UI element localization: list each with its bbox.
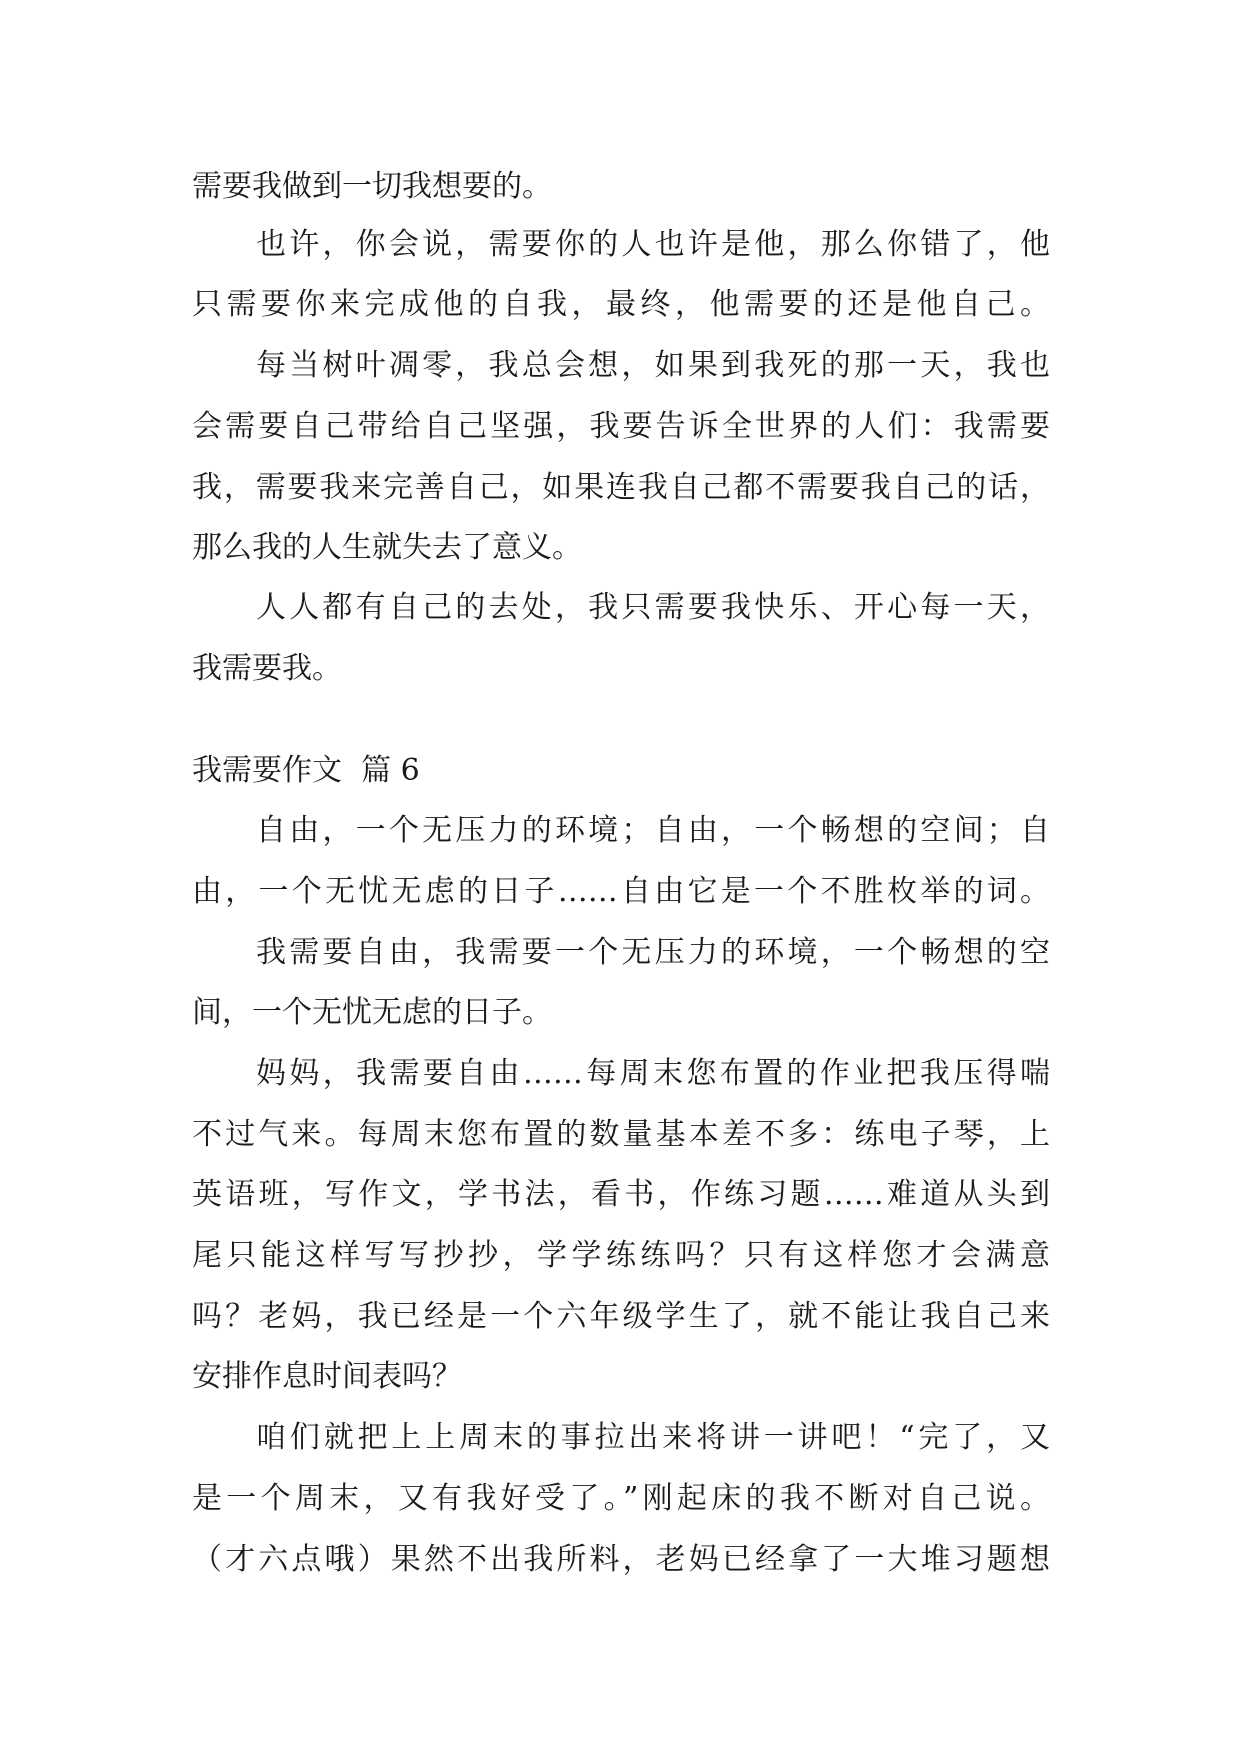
body-text-line: 由，一个无忧无虑的日子……自由它是一个不胜枚举的词。 xyxy=(192,874,1050,909)
paragraph-first-line: 人人都有自己的去处，我只需要我快乐、开心每一天， xyxy=(256,590,1050,625)
body-text-line: 英语班，写作文，学书法，看书，作练习题……难道从头到 xyxy=(192,1177,1050,1212)
body-text-line: 那么我的人生就失去了意义。 xyxy=(192,530,582,565)
body-text-line: 我需要我。 xyxy=(192,651,342,686)
body-text-line: 只需要你来完成他的自我，最终，他需要的还是他自己。 xyxy=(192,287,1050,322)
paragraph-first-line: 我需要自由，我需要一个无压力的环境，一个畅想的空 xyxy=(256,935,1050,970)
paragraph-first-line: 妈妈，我需要自由……每周末您布置的作业把我压得喘 xyxy=(256,1056,1050,1091)
paragraph-first-line: 自由，一个无压力的环境；自由，一个畅想的空间；自 xyxy=(256,813,1050,848)
body-text-line: 吗？老妈，我已经是一个六年级学生了，就不能让我自己来 xyxy=(192,1299,1050,1334)
body-text-line: 间，一个无忧无虑的日子。 xyxy=(192,995,552,1030)
body-text-line: 我，需要我来完善自己，如果连我自己都不需要我自己的话， xyxy=(192,470,1050,505)
paragraph-first-line: 咱们就把上上周末的事拉出来将讲一讲吧！“完了，又 xyxy=(256,1420,1050,1455)
body-text-line: 尾只能这样写写抄抄，学学练练吗？只有这样您才会满意 xyxy=(192,1238,1050,1273)
body-text-line: 不过气来。每周末您布置的数量基本差不多：练电子琴，上 xyxy=(192,1117,1050,1152)
paragraph-first-line: 每当树叶凋零，我总会想，如果到我死的那一天，我也 xyxy=(256,348,1050,383)
body-text-line: 需要我做到一切我想要的。 xyxy=(192,169,552,204)
paragraph-first-line: 也许，你会说，需要你的人也许是他，那么你错了，他 xyxy=(256,227,1050,262)
section-heading: 我需要作文 篇 6 xyxy=(192,753,420,788)
body-text-line: 安排作息时间表吗？ xyxy=(192,1359,462,1394)
body-text-line: 会需要自己带给自己坚强，我要告诉全世界的人们：我需要 xyxy=(192,409,1050,444)
body-text-line: （才六点哦）果然不出我所料，老妈已经拿了一大堆习题想 xyxy=(192,1542,1050,1577)
body-text-line: 是一个周末，又有我好受了。”刚起床的我不断对自己说。 xyxy=(192,1481,1050,1516)
